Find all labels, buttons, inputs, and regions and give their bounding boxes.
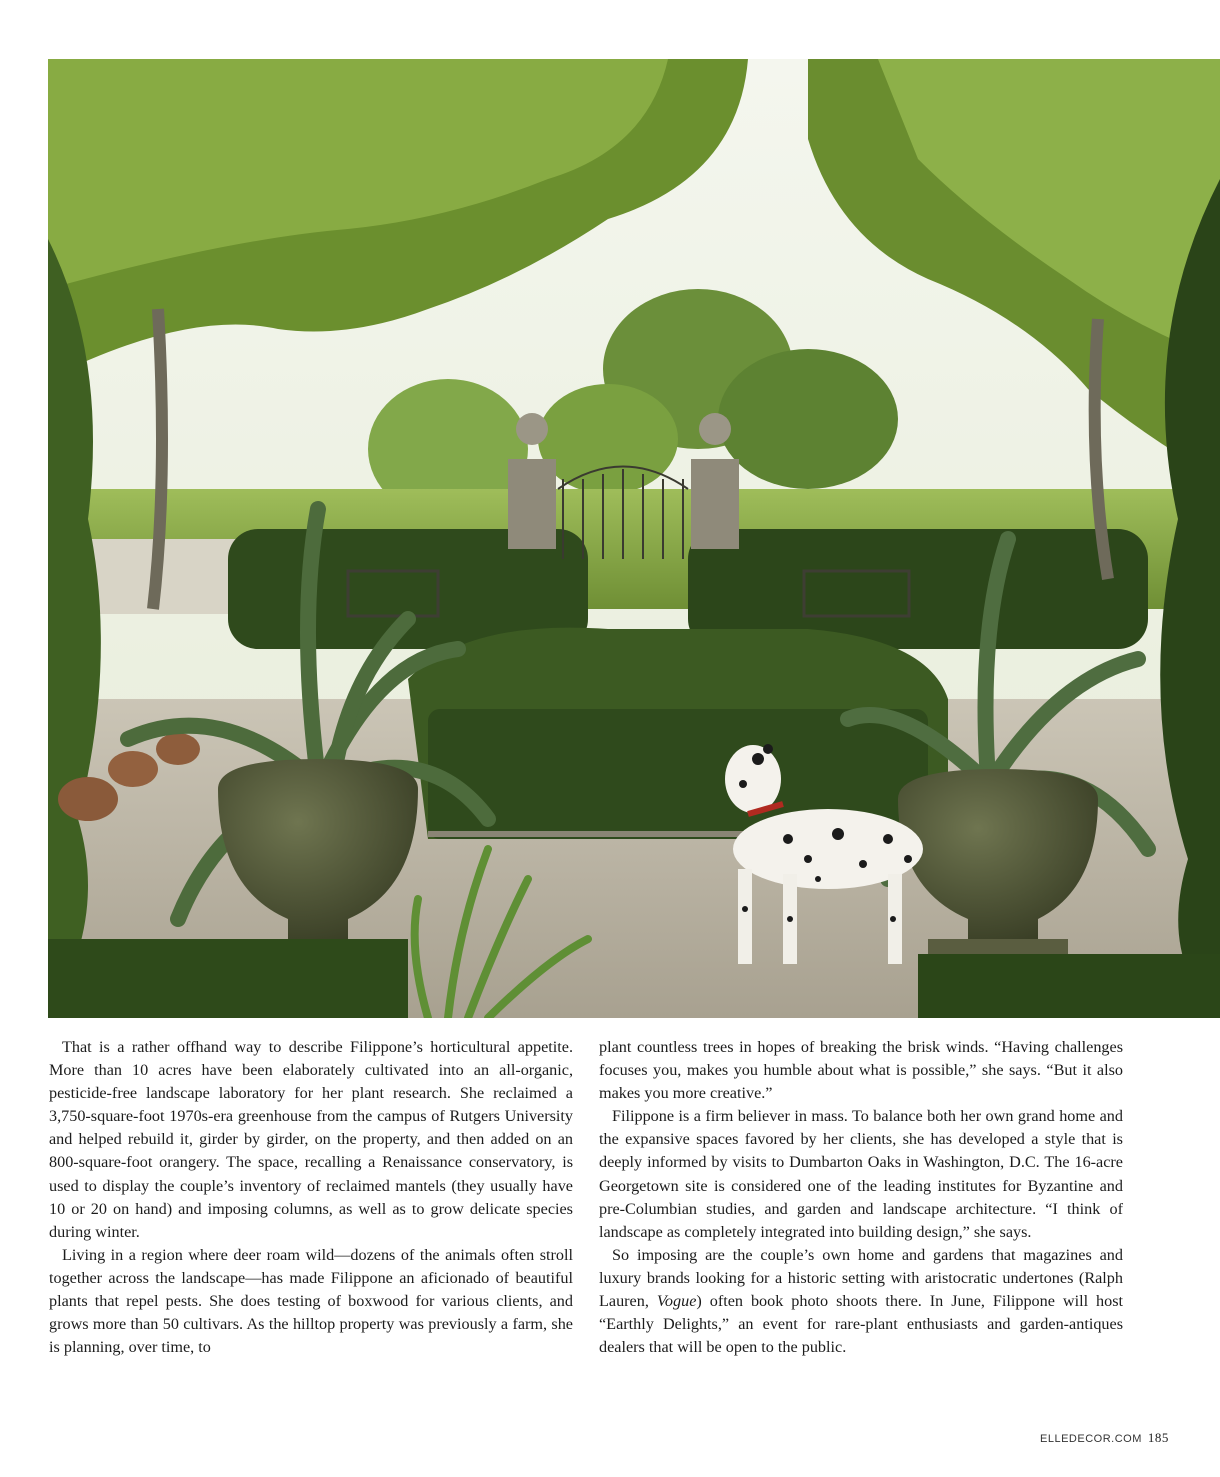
paragraph: That is a rather offhand way to describe Filippone’s horticultural appetite. More than 10 acres have been elaborately cultivated into an all-organic, pesticide-free landscape laboratory for her plant research. She reclaimed a 3,750-square-foot 1970s-era greenhouse from the campus of Rutgers University and helped rebuild it, girder by girder, on the property, and then added on an 800-square-foot orangery. The space, recalling a Renaissance conservatory, is used to display the couple’s inventory of reclaimed mantels (they usually have 10 or 20 on hand) and imposing columns, as well as to grow delicate species during winter. [49,1038,573,1241]
paragraph [599,1244,1123,1359]
paragraph: Filippone is a firm believer in mass. To balance both her own grand home and the expansive spaces favored by her clients, she has developed a style that is deeply informed by visits to Dumbarton Oaks in Washington, D.C. The 16-acre Georgetown site is considered one of the leading institutes for Byzantine and pre-Columbian studies, and garden and landscape architecture. “I think of landscape as completely integrated into building design,” she says. [599,1107,1123,1241]
page-number: 185 [1147,1430,1169,1445]
garden-photo-illustration [48,59,1220,1018]
garden-photo [48,59,1220,1018]
magazine-title: Vogue [656,1292,697,1311]
paragraph-continuation: plant countless trees in hopes of breaking the brisk winds. “Having challenges focuses you, makes you humble about what is possible,” she says. “But it also makes you more creative.” [599,1038,1123,1103]
page-folio [1040,1430,1169,1446]
folio-site: ELLEDECOR.COM [1040,1433,1142,1445]
article-column-left [49,1036,573,1359]
article-column-right [599,1036,1123,1359]
paragraph-text: ) often book photo shoots there. In June, Filippone will host “Earthly Delights,” an event for rare-plant enthusiasts and garden-antiques dealers that will be open to the public. [599,1292,1123,1357]
paragraph-text: So imposing are the couple’s own home and gardens that magazines and luxury brands looking for a historic setting with aristocratic undertones (Ralph Lauren, [599,1245,1123,1311]
paragraph: Living in a region where deer roam wild—dozens of the animals often stroll together across the landscape—has made Filippone an aficionado of beautiful plants that repel pests. She does testing of boxwood for various clients, and grows more than 50 cultivars. As the hilltop property was previously a farm, she is planning, over time, to [49,1245,573,1357]
article-body [49,1036,1123,1396]
